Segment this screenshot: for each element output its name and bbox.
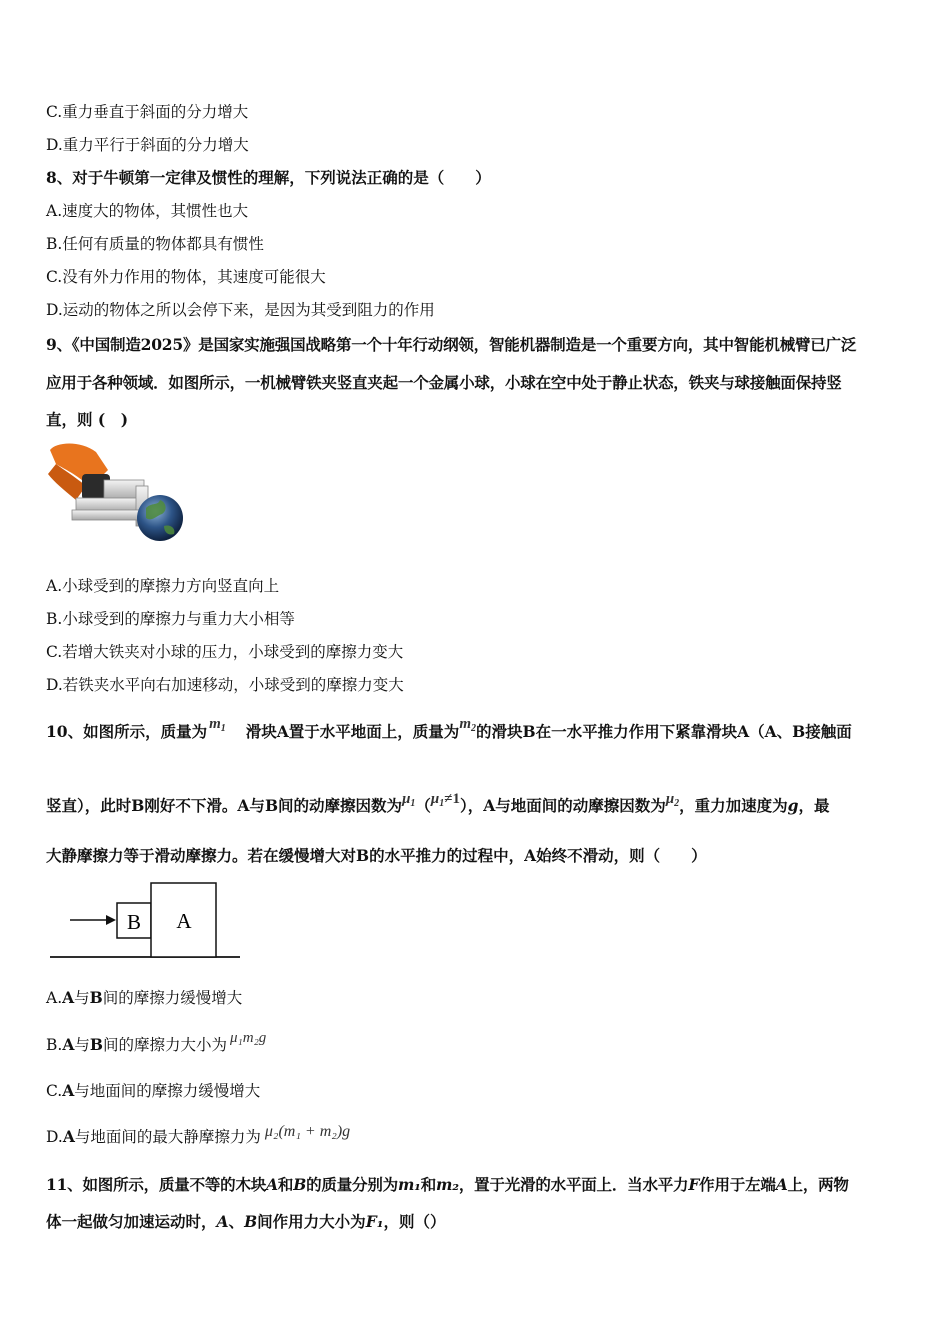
q7-option-d: D.重力平行于斜面的分力增大 [46, 136, 249, 154]
q10-stem-line-1: 10、如图所示，质量为 $m_1$ 滑块A置于水平地面上，质量为$m_2$的滑块B在一水平推力作用下紧靠滑块A（A、B接触面 [46, 716, 852, 741]
q9-stem-line-1: 9、《中国制造2025》是国家实施强国战略第一个十年行动纲领，智能机器制造是一个重要方向，其中智能机械臂已广泛 [46, 335, 857, 354]
q10-stem-line-2: 竖直），此时B刚好不下滑。A与B间的动摩擦因数为$\mu_1(\mu_1\ne 1)$，A与地面间的动摩擦因数为$\mu_2$，重力加速度为g，最 [46, 791, 830, 815]
block-b-label: B [126, 910, 142, 934]
q10-stem-line-3: 大静摩擦力等于滑动摩擦力。若在缓慢增大对B的水平推力的过程中，A始终不滑动，则（ ） [46, 846, 707, 865]
q10-option-c: C.A与地面间的摩擦力缓慢增大 [46, 1081, 261, 1100]
q8-option-a: A.速度大的物体，其惯性也大 [46, 202, 249, 220]
q9-option-c: C.若增大铁夹对小球的压力，小球受到的摩擦力变大 [46, 643, 404, 661]
q8-option-d: D.运动的物体之所以会停下来，是因为其受到阻力的作用 [46, 301, 435, 319]
q7-option-c: C.重力垂直于斜面的分力增大 [46, 103, 249, 121]
q10-option-b-formula: μ₁m₂g [230, 1030, 267, 1046]
q11-stem-line-2: 体一起做匀加速运动时，A、B间作用力大小为F₁，则（） [46, 1212, 446, 1231]
q11-stem-line-1: 11、如图所示，质量不等的木块A和B的质量分别为m₁和m₂，置于光滑的水平面上．当水平力F作用于左端A上，两物 [46, 1175, 849, 1194]
q10-option-a: A.A与B间的摩擦力缓慢增大 [46, 988, 243, 1007]
robot-arm-figure [46, 440, 186, 550]
q9-stem-line-3: 直，则 ( ) [46, 410, 129, 429]
q9-option-a: A.小球受到的摩擦力方向竖直向上 [46, 577, 280, 595]
q9-stem-line-2: 应用于各种领域．如图所示，一机械臂铁夹竖直夹起一个金属小球，小球在空中处于静止状态，铁夹与球接触面保持竖 [46, 373, 842, 392]
push-arrow-head [106, 915, 116, 925]
q8-option-b: B.任何有质量的物体都具有惯性 [46, 235, 264, 253]
blocks-diagram [46, 878, 246, 962]
q10-option-d-formula: μ₂(m₁ + m₂)g [264, 1123, 351, 1140]
q8-stem: 8、对于牛顿第一定律及惯性的理解，下列说法正确的是（ ） [46, 168, 491, 187]
q8-option-c: C.没有外力作用的物体，其速度可能很大 [46, 268, 326, 286]
q9-option-b: B.小球受到的摩擦力与重力大小相等 [46, 610, 295, 628]
q9-option-d: D.若铁夹水平向右加速移动，小球受到的摩擦力变大 [46, 676, 404, 694]
block-a-label: A [176, 909, 192, 933]
q10-option-b: B.A与B间的摩擦力大小为 μ₁m₂g [46, 1030, 267, 1054]
q10-option-d: D.A与地面间的最大静摩擦力为 μ₂(m₁ + m₂)g [46, 1123, 351, 1146]
